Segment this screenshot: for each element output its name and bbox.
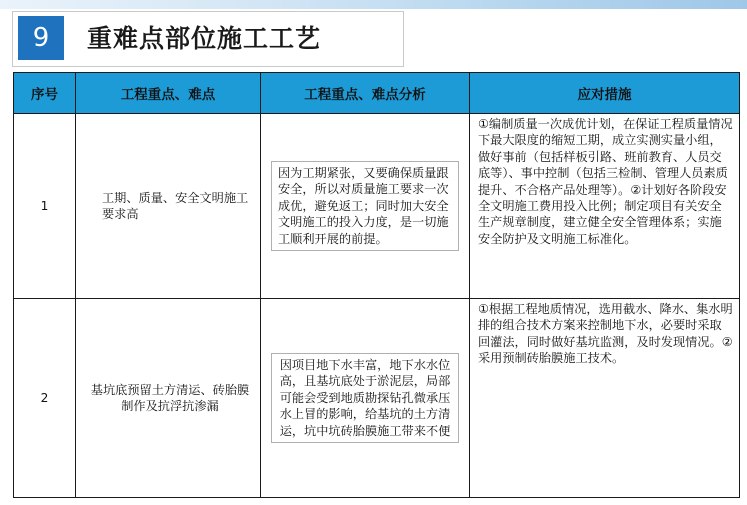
header-no: 序号	[14, 73, 76, 114]
row-measures: ①编制质量一次成优计划，在保证工程质量情况下最大限度的缩短工期，成立实测实量小组，做好事前（包括样板引路、班前教育、人员交底等）、事中控制（包括三检制、管理人员素质提升、不合格产品处理等）。②计划好各阶段安全文明施工费用投入比例；制定项目有关安全生产规章制度，建立健全安全管理体系；实施安全防护及文明施工标准化。	[478, 117, 733, 246]
row-difficulty: 工期、质量、安全文明施工要求高	[76, 114, 261, 299]
table-header-row	[14, 73, 740, 114]
header-analysis: 工程重点、难点分析	[261, 73, 470, 114]
table-row	[14, 299, 740, 498]
page-title: 重难点部位施工工艺	[87, 24, 322, 53]
header-difficulty: 工程重点、难点	[76, 73, 261, 114]
row-analysis-cell	[261, 114, 470, 299]
row-number: 2	[14, 299, 76, 498]
row-analysis-cell	[261, 299, 470, 498]
difficulty-table	[13, 72, 740, 498]
slide-title-box	[12, 11, 404, 67]
top-decor-stripe	[0, 0, 747, 9]
row-analysis: 因为工期紧张，又要确保质量跟安全，所以对质量施工要求一次成优，避免返工；同时加大安全文明施工的投入力度，是一切施工顺利开展的前提。	[271, 161, 459, 251]
row-measures-cell	[470, 114, 740, 299]
header-measures: 应对措施	[470, 73, 740, 114]
row-number: 1	[14, 114, 76, 299]
row-difficulty: 基坑底预留土方清运、砖胎膜制作及抗浮抗渗漏	[76, 299, 261, 498]
row-measures-cell	[470, 299, 740, 498]
table-row	[14, 114, 740, 299]
row-analysis: 因项目地下水丰富，地下水水位高，且基坑底处于淤泥层，局部可能会受到地质勘探钻孔微承压水上冒的影响，给基坑的土方清运，坑中坑砖胎膜施工带来不便	[271, 353, 459, 443]
row-measures: ①根据工程地质情况，选用截水、降水、集水明排的组合技术方案来控制地下水，必要时采取回灌法，同时做好基坑监测，及时发现情况。②采用预制砖胎膜施工技术。	[478, 302, 733, 366]
section-number-badge: 9	[18, 16, 64, 60]
